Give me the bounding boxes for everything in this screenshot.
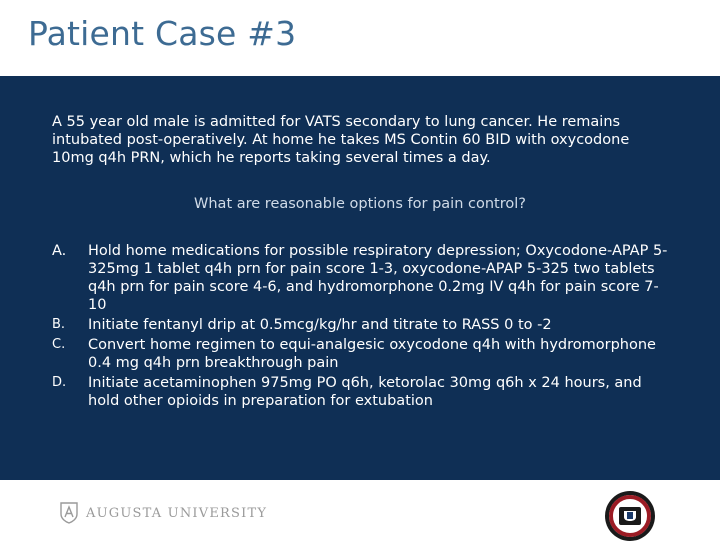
- option-letter: A.: [52, 243, 67, 259]
- college-seal-icon: [604, 490, 656, 542]
- option-b: [52, 316, 672, 334]
- shield-icon: [60, 502, 78, 524]
- option-a: [52, 242, 672, 314]
- option-text: Initiate fentanyl drip at 0.5mcg/kg/hr and titrate to RASS 0 to -2: [88, 317, 552, 333]
- case-description: A 55 year old male is admitted for VATS secondary to lung cancer. He remains intubated post-operatively. At home he takes MS Contin 60 BID with oxycodone 10mg q4h PRN, which he reports taking several times a day.: [52, 114, 630, 166]
- footer: [0, 482, 720, 540]
- university-name: AUGUSTA UNIVERSITY: [86, 505, 268, 521]
- option-text: Convert home regimen to equi-analgesic oxycodone q4h with hydromorphone 0.4 mg q4h prn breakthrough pain: [88, 337, 656, 371]
- option-letter: B.: [52, 317, 66, 332]
- slide-title: Patient Case #3: [28, 14, 297, 53]
- option-text: Initiate acetaminophen 975mg PO q6h, ketorolac 30mg q6h x 24 hours, and hold other opioids in preparation for extubation: [88, 375, 642, 409]
- option-d: [52, 374, 672, 410]
- content-panel: [0, 76, 720, 480]
- option-letter: D.: [52, 375, 67, 390]
- option-letter: C.: [52, 337, 66, 352]
- answer-options: [52, 242, 672, 412]
- option-text: Hold home medications for possible respiratory depression; Oxycodone-APAP 5-325mg 1 tablet q4h prn for pain score 1-3, oxycodone-APAP 5-325 two tablets q4h prn for pain score 4-6, and hydromorphone 0.2mg IV q4h for pain score 7-10: [88, 243, 668, 313]
- option-c: [52, 336, 672, 372]
- question-text: What are reasonable options for pain control?: [194, 196, 526, 212]
- augusta-university-logo: [60, 502, 267, 524]
